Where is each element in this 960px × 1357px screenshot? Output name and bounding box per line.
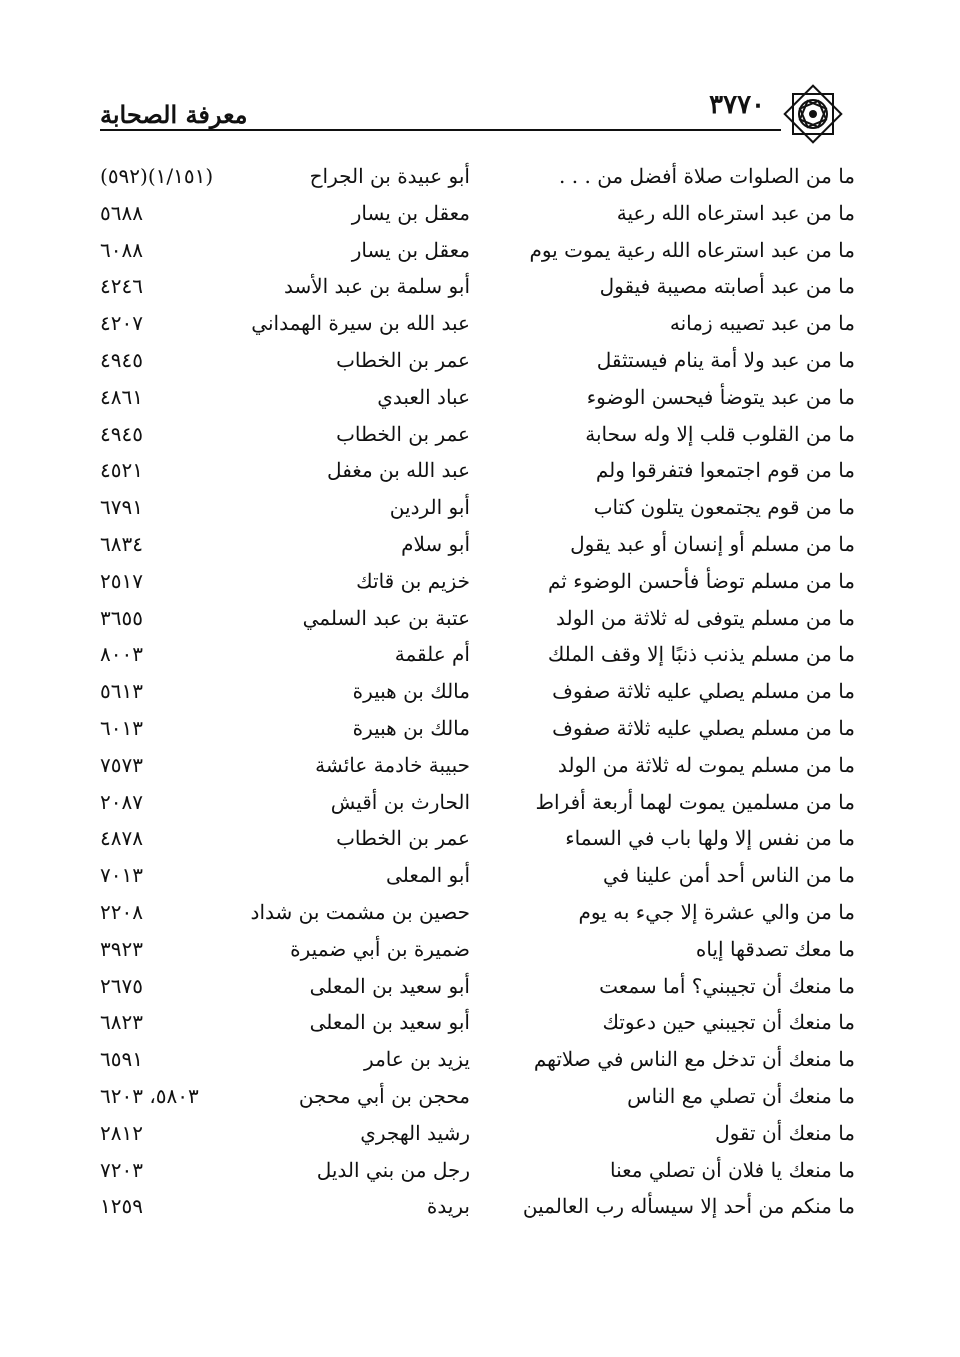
reference-number: ٣٦٥٥ (100, 605, 143, 630)
narrator-name: عمر بن الخطاب (336, 421, 470, 446)
narrator-name: أبو سعيد بن المعلى (309, 1010, 470, 1035)
hadith-text: ما منعك أن تقول (715, 1120, 855, 1145)
reference-number: ١٢٥٩ (100, 1194, 143, 1219)
index-row (100, 270, 855, 307)
hadith-text: ما منعك أن تصلي مع الناس (627, 1083, 855, 1108)
reference-number: (١/١٥١)(٥٩٢) (100, 164, 214, 188)
index-row (100, 859, 855, 896)
index-row (100, 638, 855, 675)
page-number: ٣٧٧٠ (709, 90, 765, 120)
reference-number: ٣٩٢٣ (100, 936, 143, 961)
index-row (100, 197, 855, 234)
narrator-name: يزيد بن عامر (364, 1047, 470, 1072)
narrator-name: مالك بن هبيرة (352, 715, 470, 740)
narrator-name: عباد العبدي (377, 384, 470, 409)
reference-number: ٨٠٠٣ (100, 642, 143, 667)
hadith-text: ما منعك أن تجيبني؟ أما سمعت (599, 973, 855, 998)
index-row (100, 712, 855, 749)
reference-number: ٥٨٠٣، ٦٢٠٣ (100, 1083, 199, 1108)
narrator-name: رجل من بني الديل (316, 1157, 470, 1182)
narrator-name: معقل بن يسار (351, 200, 470, 225)
hadith-text: ما معك تصدقها إياه (695, 936, 855, 961)
narrator-name: عبد الله بن سيرة الهمداني (251, 311, 470, 336)
hadith-text: ما من عبد تصيبه زمانه (669, 311, 855, 336)
narrator-name: مالك بن هبيرة (352, 679, 470, 704)
narrator-name: أم علقمة (394, 642, 470, 667)
narrator-name: خزيم بن قاتك (356, 568, 470, 593)
hadith-text: ما منعك يا فلان أن تصلي معنا (610, 1157, 855, 1182)
reference-number: ٧٥٧٣ (100, 752, 143, 777)
hadith-text: ما من مسلم يتوفى له ثلاثة من الولد (555, 605, 855, 630)
reference-number: ٤٩٤٥ (100, 347, 143, 372)
hadith-text: ما من مسلم يذنب ذنبًا إلا وقف الملك (547, 642, 855, 667)
reference-number: ٦٥٩١ (100, 1047, 143, 1072)
index-row (100, 749, 855, 786)
reference-number: ٤٩٤٥ (100, 421, 143, 446)
index-row (100, 675, 855, 712)
hadith-text: ما منعك أن تدخل مع الناس في صلاتهم (533, 1047, 855, 1072)
hadith-text: ما من نفس إلا ولها باب في السماء (565, 826, 855, 851)
hadith-text: ما من مسلم يصلي عليه ثلاثة صفوف (552, 715, 855, 740)
hadith-text: ما من عبد أصابته مصيبة فيقول (599, 274, 855, 299)
reference-number: ٢٦٧٥ (100, 973, 143, 998)
hadith-text: ما من عبد استرعاه الله رعية (616, 200, 855, 225)
index-row (100, 565, 855, 602)
narrator-name: رشيد الهجري (360, 1120, 470, 1145)
reference-number: ٤٢٠٧ (100, 311, 143, 336)
book-title: معرفة الصحابة (100, 100, 248, 129)
hadith-text: ما منعك أن تجيبني حين دعوتك (602, 1010, 855, 1035)
index-row (100, 1154, 855, 1191)
reference-number: ٦٧٩١ (100, 495, 143, 520)
hadith-text: ما من قوم اجتمعوا فتفرقوا ولم (595, 458, 855, 483)
reference-number: ٢٥١٧ (100, 568, 143, 593)
index-row (100, 896, 855, 933)
reference-number: ٧٢٠٣ (100, 1157, 143, 1182)
hadith-text: ما من مسلم توضأ فأحسن الوضوء ثم (547, 568, 855, 593)
page-header (100, 82, 845, 152)
reference-number: ٦٨٣٤ (100, 531, 143, 556)
index-row (100, 528, 855, 565)
reference-number: ٤٢٤٦ (100, 274, 143, 299)
hadith-text: ما من عبد يتوضأ فيحسن الوضوء (586, 384, 855, 409)
hadith-text: ما من عبد ولا أمة ينام فيستثقل (596, 347, 855, 372)
index-row (100, 381, 855, 418)
hadith-text: ما من عبد استرعاه الله رعية يموت يوم (529, 237, 855, 262)
index-row (100, 1080, 855, 1117)
index-row (100, 933, 855, 970)
reference-number: ٢٨١٢ (100, 1120, 143, 1145)
reference-number: ٦٠١٣ (100, 715, 143, 740)
narrator-name: محجن بن أبي محجن (298, 1083, 470, 1108)
index-row (100, 602, 855, 639)
reference-number: ٦٠٨٨ (100, 237, 143, 262)
index-row (100, 1190, 855, 1227)
narrator-name: معقل بن يسار (351, 237, 470, 262)
reference-number: ٤٨٧٨ (100, 826, 143, 851)
reference-number: ٧٠١٣ (100, 863, 143, 888)
narrator-name: أبو سعيد بن المعلى (309, 973, 470, 998)
narrator-name: عمر بن الخطاب (336, 826, 470, 851)
reference-number: ٢٢٠٨ (100, 899, 143, 924)
hadith-text: ما من مسلم أو إنسان أو عبد يقول (570, 531, 855, 556)
index-row (100, 344, 855, 381)
index-row (100, 786, 855, 823)
index-row (100, 418, 855, 455)
hadith-text: ما من قوم يجتمعون يتلون كتاب (593, 495, 855, 520)
hadith-text: ما من مسلم يموت له ثلاثة من الولد (557, 752, 855, 777)
index-row (100, 307, 855, 344)
narrator-name: ضميرة بن أبي ضميرة (290, 936, 470, 961)
narrator-name: حبيبة خادمة عائشة (315, 752, 470, 777)
star-ornament-icon (781, 82, 845, 146)
reference-number: ٦٨٢٣ (100, 1010, 143, 1035)
reference-number: ٥٦١٣ (100, 679, 143, 704)
index-row (100, 970, 855, 1007)
narrator-name: أبو سلمة بن عبد الأسد (283, 274, 470, 299)
hadith-text: ما من الصلوات صلاة أفضل من . . . (559, 164, 855, 188)
index-list (100, 160, 855, 1227)
hadith-text: ما من القلوب قلب إلا وله سحابة (585, 421, 855, 446)
hadith-text: ما من مسلمين يموت لهما أربعة أفراط (535, 789, 855, 814)
index-row (100, 234, 855, 271)
narrator-name: أبو الردين (389, 495, 470, 520)
narrator-name: عمر بن الخطاب (336, 347, 470, 372)
narrator-name: بريدة (426, 1194, 470, 1219)
narrator-name: الحارث بن أقيش (330, 789, 470, 814)
hadith-text: ما منكم من أحد إلا سيسأله رب العالمين (522, 1194, 855, 1219)
index-row (100, 822, 855, 859)
index-row (100, 491, 855, 528)
reference-number: ٤٥٢١ (100, 458, 143, 483)
narrator-name: حصين بن مشمت بن شداد (250, 899, 470, 924)
index-row (100, 1043, 855, 1080)
index-row (100, 160, 855, 197)
reference-number: ٢٠٨٧ (100, 789, 143, 814)
narrator-name: عبد الله بن مغفل (327, 458, 470, 483)
narrator-name: أبو سلام (401, 531, 470, 556)
hadith-text: ما من الناس أحد أمن علينا في (603, 863, 855, 888)
hadith-text: ما من والي عشرة إلا جيء به يوم (578, 899, 855, 924)
narrator-name: أبو المعلى (386, 863, 470, 888)
narrator-name: عتبة بن عبد السلمي (302, 605, 470, 630)
header-rule (100, 129, 781, 131)
index-row (100, 1117, 855, 1154)
reference-number: ٤٨٦١ (100, 384, 143, 409)
index-row (100, 1006, 855, 1043)
reference-number: ٥٦٨٨ (100, 200, 143, 225)
narrator-name: أبو عبيدة بن الجراح (309, 164, 470, 188)
index-row (100, 454, 855, 491)
hadith-text: ما من مسلم يصلي عليه ثلاثة صفوف (552, 679, 855, 704)
